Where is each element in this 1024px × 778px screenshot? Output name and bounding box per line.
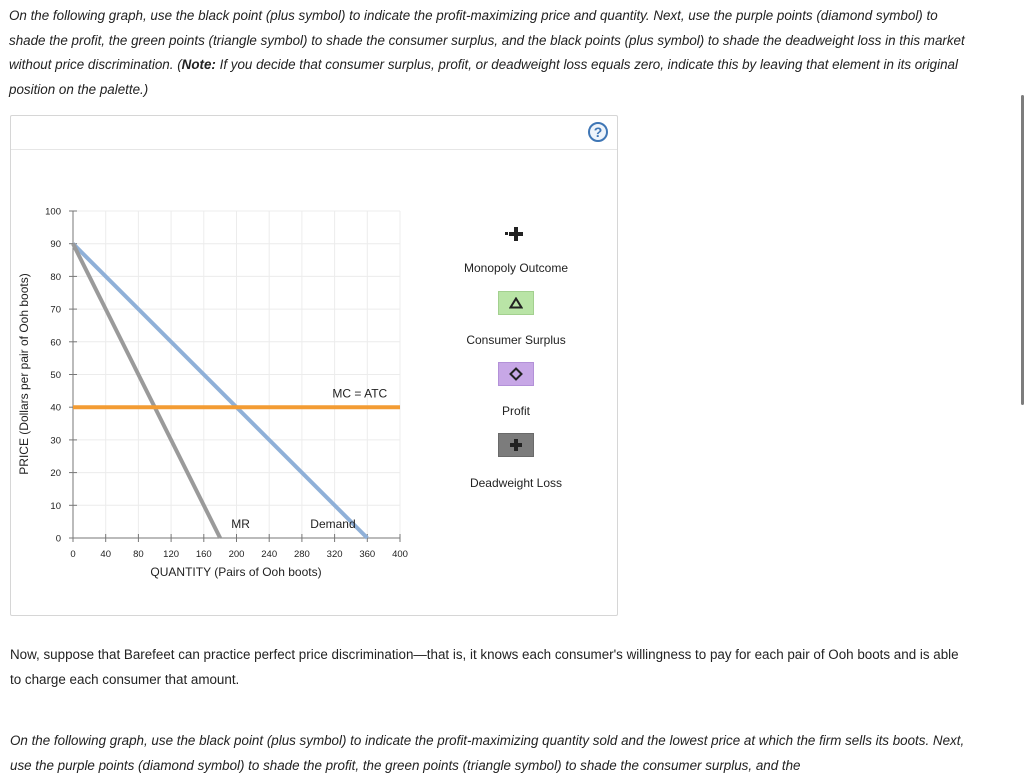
y-tick-label: 20 — [50, 468, 61, 480]
y-tick-label: 60 — [50, 337, 61, 349]
annotation-mc-atc: MC = ATC — [332, 386, 388, 401]
x-tick-label: 40 — [100, 549, 111, 560]
x-tick-label: 320 — [326, 549, 343, 560]
y-tick-label: 90 — [50, 239, 61, 251]
y-axis-label: PRICE (Dollars per pair of Ooh boots) — [17, 273, 31, 475]
monopoly-outcome-label: Monopoly Outcome — [463, 261, 569, 275]
x-tick-label: 80 — [133, 549, 144, 560]
grid-lines — [73, 211, 400, 538]
series-mr — [73, 244, 220, 538]
x-tick-label: 200 — [228, 549, 245, 560]
annotation-mr: MR — [231, 517, 250, 532]
annotation-demand: Demand — [310, 517, 356, 532]
y-tick-label: 10 — [50, 500, 61, 512]
x-tick-label: 160 — [195, 549, 212, 560]
y-tick-label: 30 — [50, 435, 61, 447]
instructions-text: On the following graph, use the black point (plus symbol) to indicate the profit-maximizing price and quantity. Next, use the purple points (diamond symbol) to shade the profit, the green points (triangle symbol) to shade the consumer surplus, and the black points (plus symbol) to shade the deadweight loss in this market without price discrimination. (Note: If you decide that consumer surplus, profit, or deadweight loss equals zero, indicate this by leaving that element in its original position on the palette.) — [9, 8, 965, 97]
axes — [45, 207, 408, 561]
x-tick-label: 120 — [163, 549, 180, 560]
profit-button[interactable] — [498, 362, 534, 386]
triangle-icon — [509, 297, 523, 309]
y-tick-label: 70 — [50, 304, 61, 316]
y-tick-label: 50 — [50, 370, 61, 381]
y-tick-label: 100 — [45, 206, 61, 218]
monopoly-outcome-plus-icon[interactable] — [505, 224, 525, 244]
graph-panel — [10, 115, 618, 616]
x-tick-label: 400 — [392, 549, 408, 560]
x-tick-label: 240 — [261, 549, 278, 560]
x-tick-label: 0 — [70, 549, 76, 560]
profit-label: Profit — [501, 404, 530, 418]
diamond-icon — [509, 367, 523, 381]
consumer-surplus-button[interactable] — [498, 291, 534, 315]
deadweight-loss-button[interactable] — [498, 433, 534, 457]
y-tick-label: 80 — [50, 271, 61, 283]
note-label: Note: — [181, 57, 216, 72]
help-icon[interactable]: ? — [588, 122, 608, 142]
consumer-surplus-label: Consumer Surplus — [466, 333, 566, 347]
plus-icon — [509, 438, 523, 452]
y-tick-label: 40 — [50, 402, 61, 414]
x-tick-label: 280 — [293, 549, 310, 560]
series-demand — [73, 244, 367, 538]
perfect-discrimination-paragraph: Now, suppose that Barefeet can practice perfect price discrimination—that is, it knows each consumer's willingness to pay for each pair of Ooh boots and is able to charge each consumer that amount. — [10, 647, 959, 687]
y-tick-label: 0 — [55, 533, 61, 545]
deadweight-loss-label: Deadweight Loss — [469, 476, 563, 490]
x-axis-label: QUANTITY (Pairs of Ooh boots) — [150, 565, 322, 579]
instructions-text-2: On the following graph, use the black point (plus symbol) to indicate the profit-maximizing quantity sold and the lowest price at which the firm sells its boots. Next, use the purple points (diamond symbol) to shade the profit, the green points (triangle symbol) to shade the consumer surplus, and the — [10, 733, 965, 773]
x-tick-label: 360 — [359, 549, 376, 560]
